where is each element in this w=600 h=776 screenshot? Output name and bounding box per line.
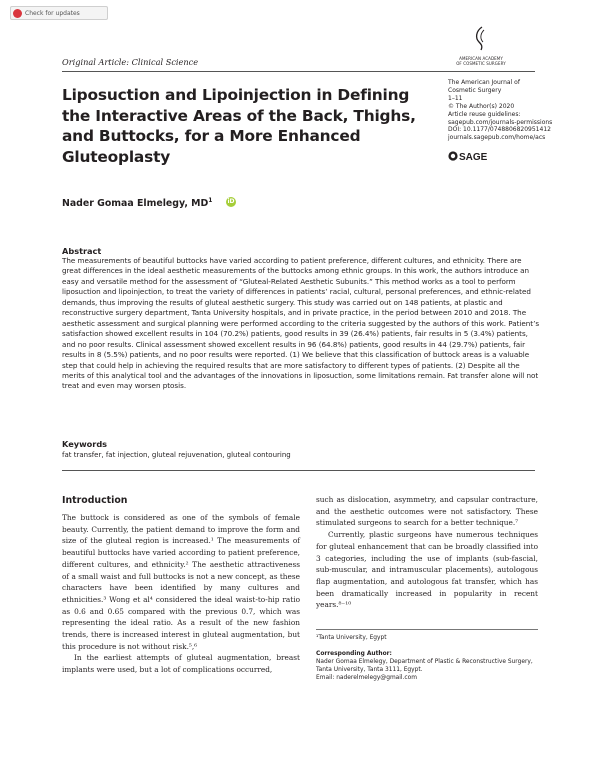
abstract-text: The measurements of beautiful buttocks have varied according to patient preference, different cultures, and ethnicity. There are great differences in the ideal aesthetic measurements of the buttocks among ethnic groups. In this work, the authors introduce an easy and versatile method for the assessment of “Gluteal-Related Aesthetic Subunits.” This method works as a tool to perform liposuction and lipoinjection, to treat the variety of differences in patients’ racial, cultural, personal preferences, and ethnic-related demands, thus improving the results of gluteal aesthetic surgery. This study was carried out on 148 patients, at plastic and reconstructive surgery department, Tanta University hospitals, and in private practice, in the period between 2010 and 2018. The aesthetic assessment and surgical planning were performed according to the criteria suggested by the authors of this work. Patient’s satisfaction showed excellent results in 104 (70.2%) patients, good results in 39 (26.4%) patients, fair results in 5 (3.4%) patients, and no poor results. Clinical assessment showed excellent results in 96 (64.8%) patients, good results in 44 (29.7%) patients, fair results in 8 (5.5%) patients, and no poor results were reported. (1) We believe that this classification of buttock areas is a valuable step that could help in achieving the required results that are more satisfactory to different types of patients. (2) Despite all the merits of this analytical tool and the advantages of the innovations in liposuction, some limitations remain. Fat transfer alone will not treat and even may worsen ptosis. bbox=[62, 256, 540, 391]
update-icon bbox=[13, 9, 22, 18]
badge-label: Check for updates bbox=[25, 9, 80, 17]
journal-logo bbox=[436, 26, 526, 66]
orcid-icon[interactable]: iD bbox=[227, 198, 235, 205]
logo-line-1: AMERICAN ACADEMY bbox=[459, 56, 503, 61]
affiliation-footnote: ¹Tanta University, Egypt bbox=[316, 635, 387, 641]
intro-paragraph-4: Currently, plastic surgeons have numerous techniques for gluteal enhancement that can be broadly classified into 3 categories, including the use of implants (sub-fascial, sub-muscular, and intramuscular placements), autologous flap augmentation, and autologous fat transfer, which has been dramatically increased in popularity in recent years.⁸⁻¹⁰ bbox=[316, 530, 538, 610]
corresponding-heading: Corresponding Author: bbox=[316, 651, 392, 657]
sage-wordmark: SAGE bbox=[459, 152, 488, 162]
intro-paragraph-2: In the earliest attempts of gluteal augmentation, breast implants were used, but a lot of complications occurred, bbox=[62, 653, 300, 675]
sage-logo bbox=[448, 147, 494, 162]
meta-journal-2: Cosmetic Surgery bbox=[448, 86, 502, 94]
intro-paragraph-3: such as dislocation, asymmetry, and capsular contracture, and the aesthetic outcomes were not satisfactory. These stimulated surgeons to search for a better technique.⁷ bbox=[316, 495, 538, 528]
author-name bbox=[62, 197, 212, 209]
check-for-updates-badge[interactable] bbox=[10, 6, 108, 20]
meta-pages: 1–11 bbox=[448, 94, 463, 102]
left-column bbox=[62, 512, 300, 676]
journal-meta bbox=[448, 79, 568, 142]
meta-permissions-link[interactable]: sagepub.com/journals-permissions bbox=[448, 118, 553, 126]
keywords-text: fat transfer, fat injection, gluteal rejuvenation, gluteal contouring bbox=[62, 451, 291, 459]
right-column bbox=[316, 494, 538, 611]
meta-reuse: Article reuse guidelines: bbox=[448, 110, 521, 118]
footnote-divider bbox=[316, 629, 538, 630]
corresponding-author bbox=[316, 650, 538, 682]
logo-line-2: OF COSMETIC SURGERY bbox=[456, 61, 506, 66]
corresponding-address: Nader Gomaa Elmelegy, Department of Plastic & Reconstructive Surgery, Tanta University, Tanta 3111, Egypt. bbox=[316, 659, 533, 673]
keywords-divider bbox=[62, 470, 535, 471]
meta-copyright: © The Author(s) 2020 bbox=[448, 102, 515, 110]
sage-logo-icon bbox=[448, 150, 494, 162]
meta-journal-1: The American Journal of bbox=[448, 79, 520, 86]
meta-journal-link[interactable]: journals.sagepub.com/home/acs bbox=[448, 134, 546, 142]
author-affiliation-mark: 1 bbox=[208, 197, 213, 204]
article-type: Original Article: Clinical Science bbox=[62, 57, 199, 67]
author-text: Nader Gomaa Elmelegy, MD bbox=[62, 198, 209, 210]
header-divider bbox=[62, 71, 535, 72]
keywords-heading: Keywords bbox=[62, 439, 108, 449]
introduction-heading: Introduction bbox=[62, 495, 128, 506]
corresponding-email[interactable]: Email: naderelmelegy@gmail.com bbox=[316, 675, 418, 681]
aacs-logo-icon bbox=[471, 26, 491, 52]
meta-doi-link[interactable]: DOI: 10.1177/0748806820951412 bbox=[448, 126, 551, 134]
abstract-heading: Abstract bbox=[62, 246, 102, 256]
intro-paragraph-1: The buttock is considered as one of the symbols of female beauty. Currently, the patient demand to improve the form and size of the gluteal region is increased.¹ The measurements of beautiful buttocks have varied according to patient preference, different cultures, and ethnicity.² The aesthetic attractiveness of a small waist and full buttocks is not a new concept, as these characters have been identified by many cultures and ethnicities.³ Wong et al⁴ considered the ideal waist-to-hip ratio as 0.6 and 0.65 compared with the previous 0.7, which was representing the ideal ratio. As a result of the new fashion trends, there is increased interest in gluteal augmentation, but this procedure is not without risk.⁵,⁶ bbox=[62, 513, 300, 651]
article-title: Liposuction and Lipoinjection in Defining the Interactive Areas of the Back, Thighs, and Buttocks, for a More Enhanced Gluteoplasty bbox=[62, 86, 416, 166]
